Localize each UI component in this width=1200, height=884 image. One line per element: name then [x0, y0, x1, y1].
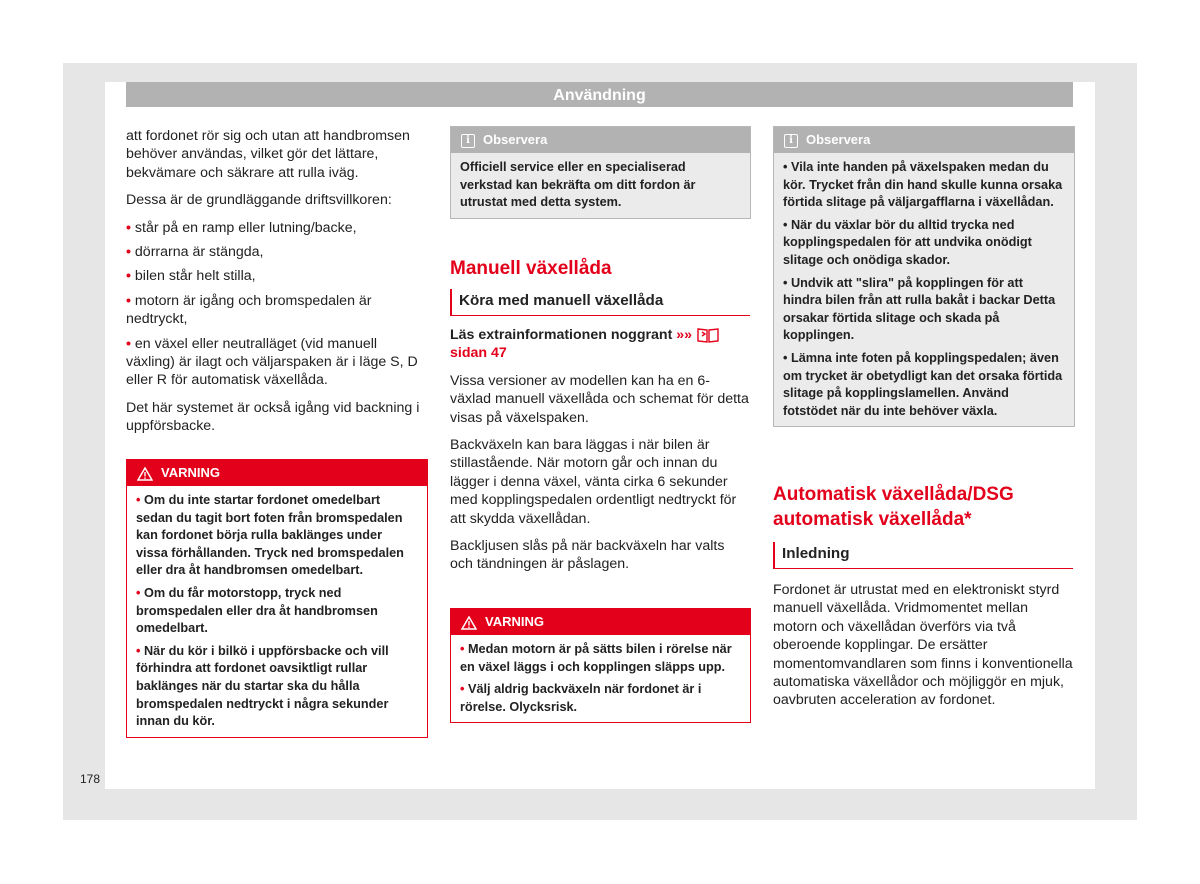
warning-header: VARNING [451, 609, 750, 635]
note-item: • Undvik att "slira" på kopplingen för att hindra bilen från att rulla bakåt i backar Detta orsakar förtida slitage och skada på kopplingen. [783, 275, 1056, 343]
note-header: i Observera [451, 127, 750, 153]
subheading-drive-manual: Köra med manuell växellåda [450, 289, 750, 316]
subheading-intro: Inledning [773, 542, 1073, 569]
bullet-icon: • [126, 292, 131, 309]
note-body: Officiell service eller en specialiserad verkstad kan bekräfta om ditt fordon är utrustat med detta system. [451, 153, 750, 218]
note-box-1 [450, 126, 751, 219]
warning-item: • Välj aldrig backväxeln när fordonet är i rörelse. Olycksrisk. [460, 682, 702, 714]
info-icon: i [784, 134, 798, 148]
page-reference-link[interactable]: sidan 47 [450, 345, 507, 362]
bullet-icon: • [126, 219, 131, 236]
conditions-list [126, 219, 426, 390]
list-item: • motorn är igång och bromspedalen är nedtryckt, [126, 292, 372, 328]
warning-triangle-icon [461, 616, 477, 630]
column-2 [450, 256, 750, 583]
note-body [774, 153, 1074, 426]
note-item: • När du växlar bör du alltid trycka ned kopplingspedalen för att undvika onödigt slitage och onödiga skador. [783, 217, 1032, 267]
page-number: 178 [80, 772, 101, 786]
bullet-icon: • [126, 335, 131, 352]
list-item: • står på en ramp eller lutning/backe, [126, 219, 357, 236]
list-item: • en växel eller neutralläget (vid manuell växling) är ilagt och väljarspaken är i läge S, D eller R för automatisk växellåda. [126, 335, 418, 389]
note-box-2 [773, 126, 1075, 427]
list-item: • dörrarna är stängda, [126, 244, 264, 261]
warning-item: • Om du inte startar fordonet omedelbart sedan du tagit bort foten från bromspedalen kan fordonet börja rulla baklänges under vissa förhållanden. Tryck ned bromspedalen eller dra åt handbromsen omedelbart. [136, 493, 404, 578]
section-heading-manual: Manuell växellåda [450, 258, 612, 279]
note-header: i Observera [774, 127, 1074, 153]
warning-item: • När du kör i bilkö i uppförsbacke och vill förhindra att fordonet oavsiktligt rullar baklänges när du startar ska du hålla bromspedalen nedtryckt i några sekunder innan du kör. [136, 643, 389, 729]
col3-paragraph-1: Fordonet är utrustat med en elektroniskt styrd manuell växellåda. Vridmomentet mellan motorn och växellådan överförs via två oberoende kopplingar. De ersätter momentomvandlaren som finns i konventionella automatiska växellådor och möjliggör en mjuk, oavbruten acceleration av fordonet. [773, 582, 1073, 709]
col2-paragraph-1: Vissa versioner av modellen kan ha en 6-växlad manuell växellåda och schemat för detta visas på växelspaken. [450, 372, 749, 426]
warning-item: • Om du får motorstopp, tryck ned bromspedalen eller dra åt handbromsen omedelbart. [136, 585, 378, 636]
col1-paragraph-2: Dessa är de grundläggande driftsvillkoren: [126, 192, 392, 209]
manual-book-icon [696, 327, 720, 343]
column-1 [126, 127, 426, 445]
section-header: Användning [126, 82, 1073, 107]
warning-box-1 [126, 459, 428, 738]
note-item: • Vila inte handen på växelspaken medan du kör. Trycket från din hand skulle kunna orsaka förtida slitage på väljargafflarna i växellådan. [783, 160, 1063, 210]
bullet-icon: • [126, 268, 131, 285]
warning-body [127, 486, 427, 737]
bullet-icon: • [126, 244, 131, 261]
col1-paragraph-3: Det här systemet är också igång vid backning i uppförsbacke. [126, 399, 420, 435]
section-heading-automatic: Automatisk växellåda/DSG automatisk växellåda* [773, 484, 1014, 530]
warning-box-2 [450, 608, 751, 723]
col1-paragraph-1: att fordonet rör sig och utan att handbromsen behöver användas, vilket gör det lättare, bekvämare och säkrare att rulla iväg. [126, 128, 410, 181]
warning-body [451, 635, 750, 722]
list-item: • bilen står helt stilla, [126, 268, 256, 285]
note-item: • Lämna inte foten på kopplingspedalen; även om trycket är obetydligt kan det orsaka förtida slitage på kopplingslamellen. Använd fotstödet när du inte behöver växla. [783, 350, 1063, 418]
warning-item: • Medan motorn är på sätts bilen i rörelse när en växel läggs i och kopplingen släpps upp. [460, 642, 732, 674]
read-more-line: Läs extrainformationen noggrant »» sidan 47 [450, 326, 750, 363]
warning-header: VARNING [127, 460, 427, 486]
col2-paragraph-3: Backljusen slås på när backväxeln har valts och tändningen är påslagen. [450, 538, 725, 573]
column-3 [773, 482, 1073, 719]
info-icon: i [461, 134, 475, 148]
col2-paragraph-2: Backväxeln kan bara läggas i när bilen är stillastående. När motorn går och innan du lägger i denna växel, vänta cirka 6 sekunder med kopplingspedalen ordentligt nedtryckt för att skydda växellådan. [450, 437, 737, 527]
warning-triangle-icon [137, 467, 153, 481]
